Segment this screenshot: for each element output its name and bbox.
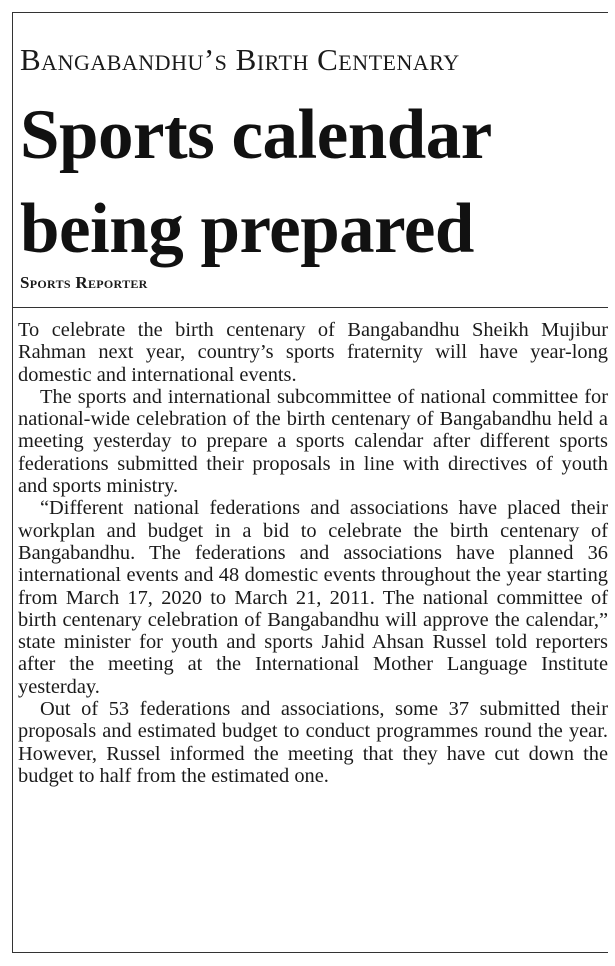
top-rule <box>12 12 608 13</box>
article-kicker: Bangabandhu’s Birth Centenary <box>20 42 460 77</box>
article-paragraph: Out of 53 federations and associations, some 37 submitted their proposals and estimated budget to conduct programmes round the year. However, Russel informed the meeting that they have cut down the budget to half from the estimated one. <box>18 698 608 787</box>
left-rule <box>12 12 13 952</box>
article-byline: Sports Reporter <box>20 273 148 292</box>
article-headline: Sports calendar being prepared <box>20 96 491 268</box>
article-paragraph: To celebrate the birth centenary of Bangabandhu Sheikh Mujibur Rahman next year, country’s sports fraternity will have year-long domestic and international events. <box>18 319 608 386</box>
article-paragraph: The sports and international subcommittee of national committee for national-wide celebration of the birth centenary of Bangabandhu held a meeting yesterday to prepare a sports calendar after different sports federations submitted their proposals in line with directives of youth and sports ministry. <box>18 385 608 498</box>
byline-rule <box>12 307 608 308</box>
article-body <box>18 319 608 787</box>
article-paragraph: “Different national federations and associations have placed their workplan and budget in a bid to celebrate the birth centenary of Bangabandhu. The federations and associations have planned 36 international events and 48 domestic events throughout the year starting from March 17, 2020 to March 21, 2011. The national committee of birth centenary celebration of Bangabandhu will approve the calendar,” state minister for youth and sports Jahid Ahsan Russel told reporters after the meeting at the International Mother Language Institute yesterday. <box>18 497 608 698</box>
bottom-rule <box>12 952 608 953</box>
